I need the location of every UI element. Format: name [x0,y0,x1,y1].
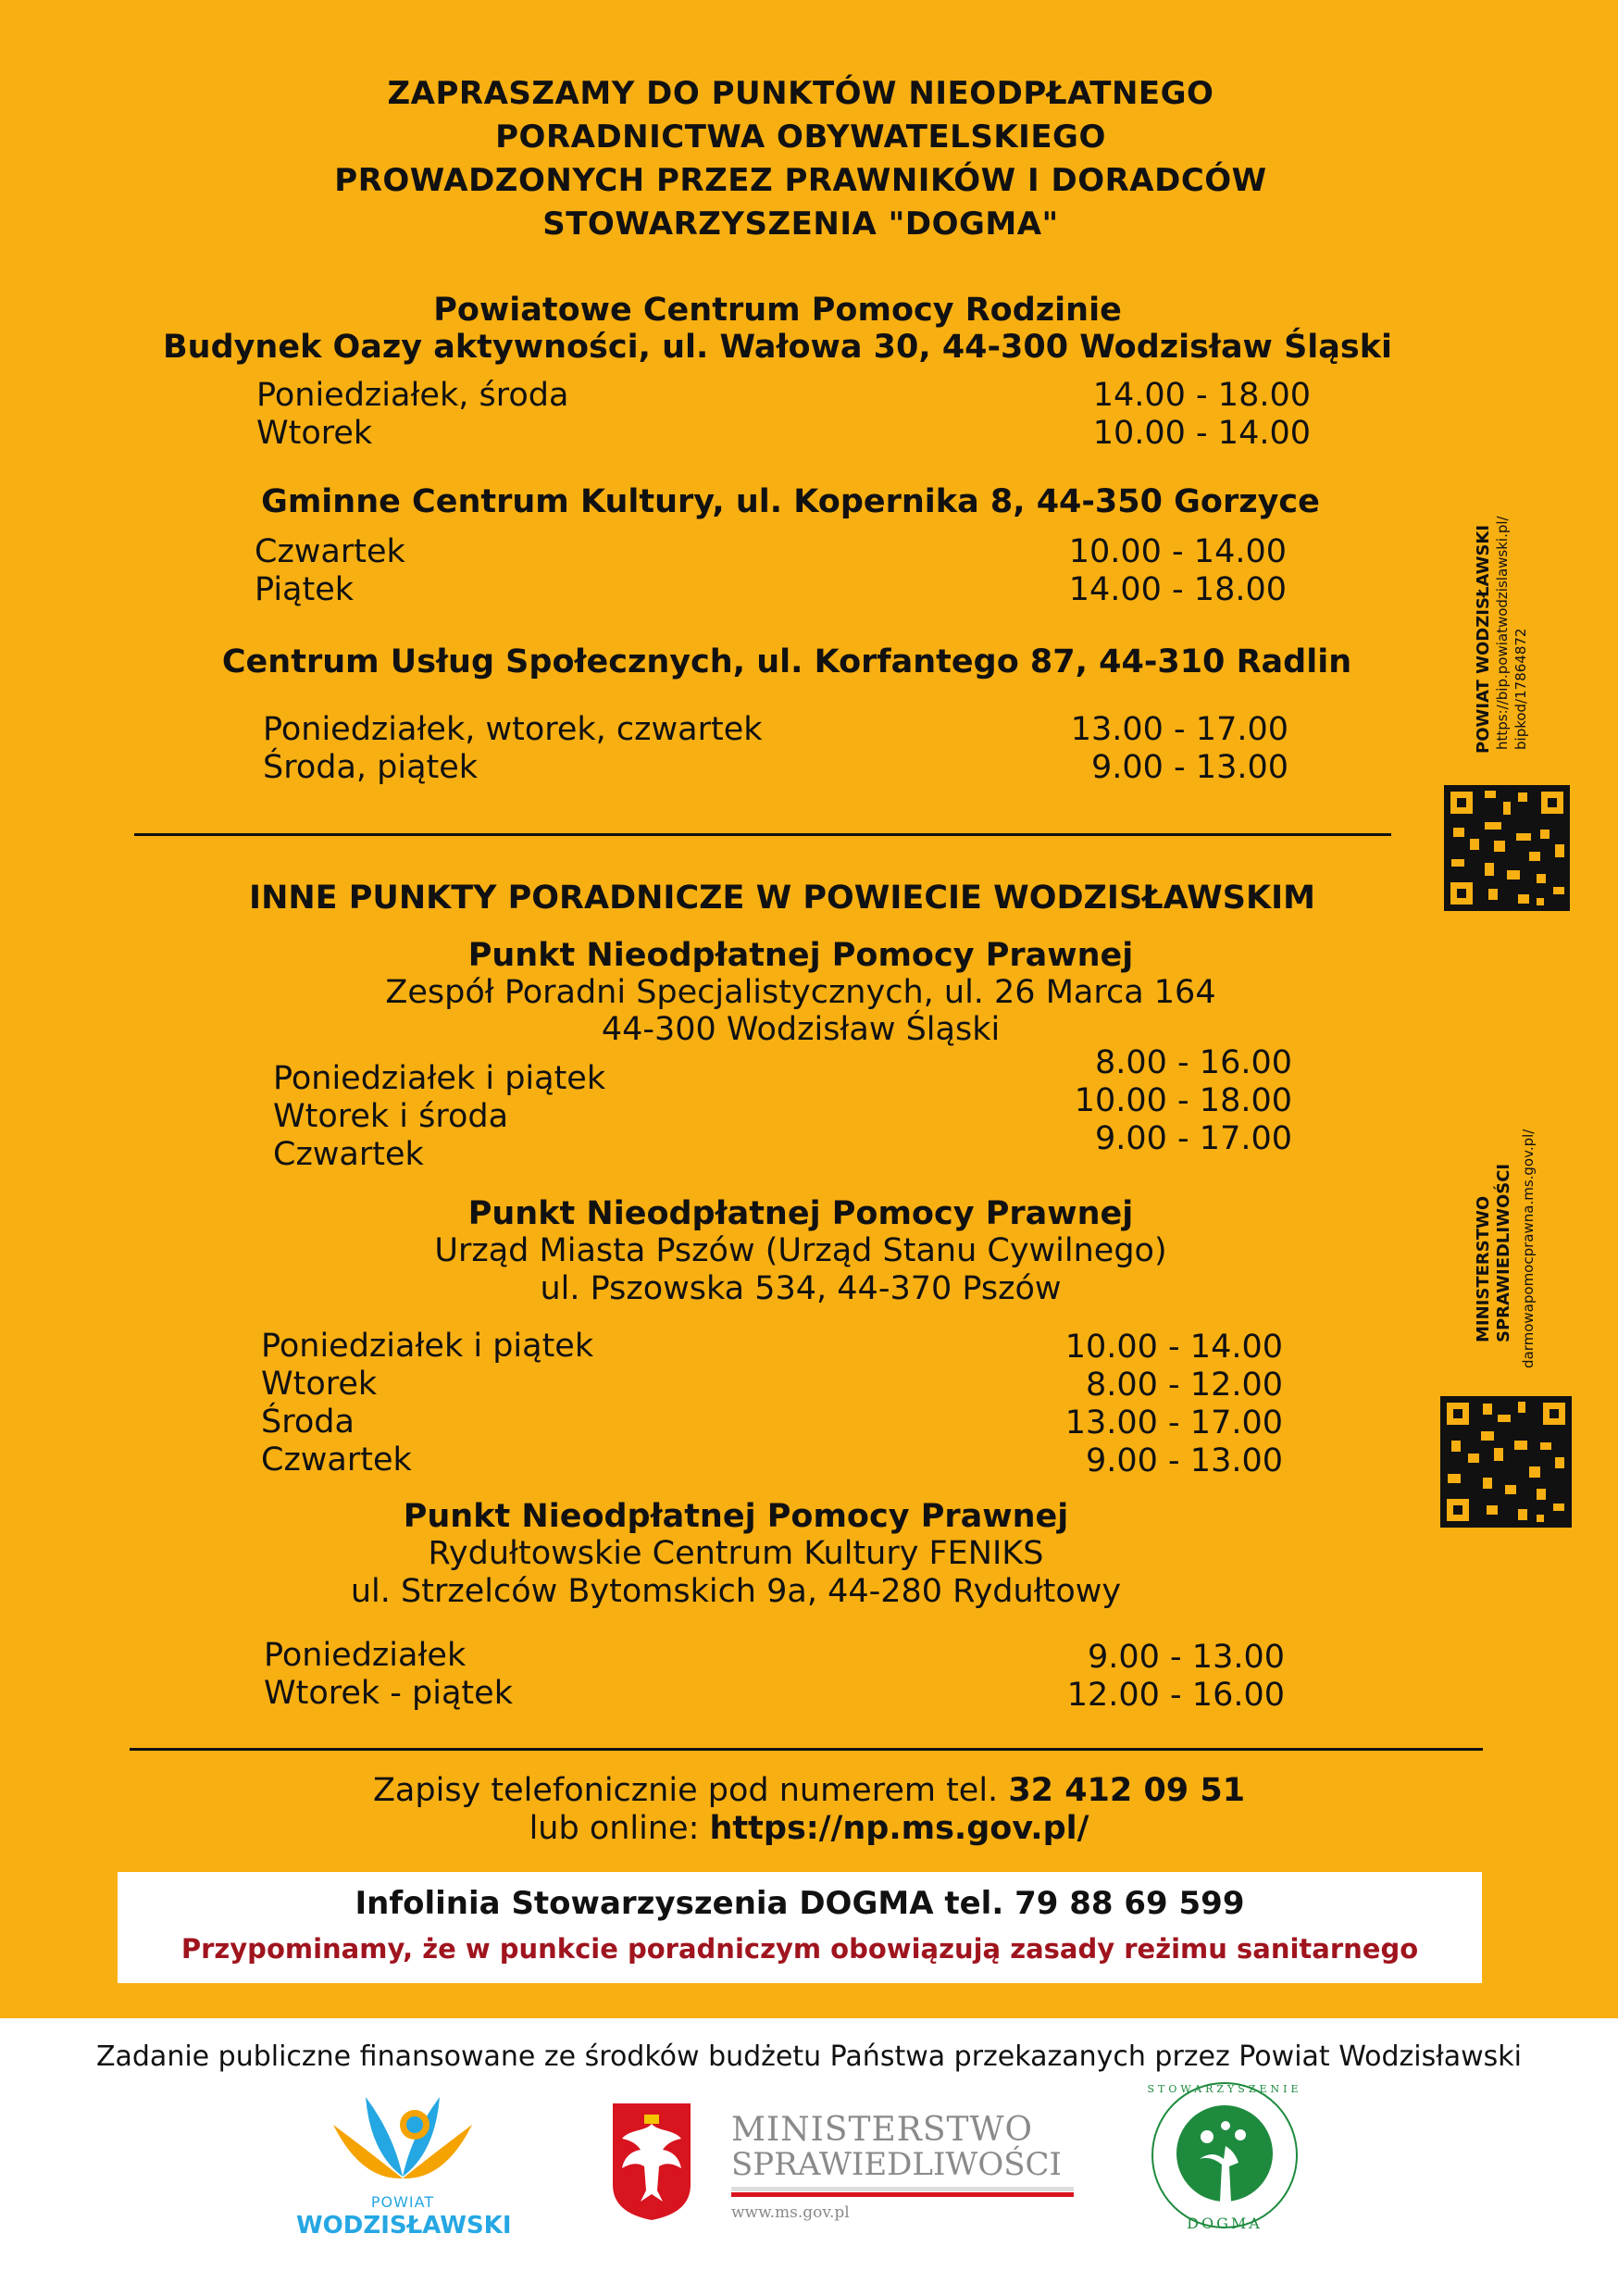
info-box [118,1872,1482,1983]
dogma-name: DOGMA [1187,2215,1263,2232]
ms-vertical-url[interactable]: darmowapomocprawna.ms.gov.pl/ [1520,1129,1537,1368]
hours-value: 8.00 - 16.00 [1094,1044,1292,1081]
online-prefix: lub online: [529,1810,710,1847]
day-label: Środa, piątek [263,749,479,786]
ministry-logo-url: www.ms.gov.pl [731,2203,850,2222]
point-3-line1: Rydułtowskie Centrum Kultury FENIKS [428,1535,1044,1572]
hours-value: 10.00 - 14.00 [1092,415,1311,452]
ministry-logo [609,2102,1090,2231]
point-2-line1: Urząd Miasta Pszów (Urząd Stanu Cywilnego) [434,1232,1167,1269]
powiat-vertical-url-1[interactable]: https://bip.powiatwodzislawski.pl/ [1494,516,1511,750]
hours-value: 10.00 - 14.00 [1064,1329,1283,1366]
section-heading: INNE PUNKTY PORADNICZE W POWIECIE WODZISŁAWSKIM [249,880,1315,917]
location-2-name: Gminne Centrum Kultury, ul. Kopernika 8, 44-350 Gorzyce [261,483,1320,520]
day-label: Wtorek [256,415,373,452]
day-label: Czwartek [273,1136,424,1173]
title-line-2: PORADNICTWA OBYWATELSKIEGO [495,119,1106,156]
point-2-name: Punkt Nieodpłatnej Pomocy Prawnej [467,1195,1134,1232]
point-3-days [264,1637,912,1713]
point-3-name: Punkt Nieodpłatnej Pomocy Prawnej [403,1498,1069,1535]
day-label: Czwartek [261,1441,412,1479]
hours-value: 9.00 - 17.00 [1094,1120,1292,1157]
hours-value: 14.00 - 18.00 [1068,571,1287,608]
powiat-vertical-title: POWIAT WODZISŁAWSKI [1474,524,1493,754]
hours-value: 14.00 - 18.00 [1092,377,1311,414]
title-line-1: ZAPRASZAMY DO PUNKTÓW NIEODPŁATNEGO [387,75,1214,112]
funding-note: Zadanie publiczne finansowane ze środków budżetu Państwa przekazanych przez Powiat Wodzisławski [95,2040,1523,2073]
day-label: Poniedziałek i piątek [261,1328,594,1365]
hours-value: 9.00 - 13.00 [1090,749,1288,786]
page-title [167,72,1435,246]
divider [134,833,1391,836]
point-1-line1: Zespół Poradni Specjalistycznych, ul. 26 Marca 164 [385,974,1216,1011]
powiat-logo-line-1: POWIAT [370,2193,435,2211]
point-1-name: Punkt Nieodpłatnej Pomocy Prawnej [467,937,1134,974]
day-label: Wtorek i środa [273,1098,509,1135]
title-line-4: STOWARZYSZENIA "DOGMA" [542,206,1059,243]
day-label: Wtorek - piątek [264,1675,513,1712]
reminder: Przypominamy, że w punkcie poradniczym obowiązują zasady reżimu sanitarnego [180,1933,1419,1965]
powiat-logo-icon [296,2088,509,2190]
location-1-hours [1018,377,1311,453]
phone-prefix: Zapisy telefonicznie pod numerem tel. [372,1772,1009,1809]
powiat-qr-icon[interactable] [1444,785,1570,911]
location-2-hours [994,533,1287,609]
powiat-logo-line-2: WODZISŁAWSKI [296,2212,512,2240]
hours-value: 10.00 - 18.00 [1074,1082,1292,1119]
infolinia: Infolinia Stowarzyszenia DOGMA tel. 79 88 69 599 [355,1885,1245,1922]
day-label: Poniedziałek, środa [256,377,569,414]
dogma-logo [1146,2081,1303,2248]
location-1-name: Powiatowe Centrum Pomocy Rodzinie [433,292,1122,329]
hours-value: 13.00 - 17.00 [1064,1404,1283,1441]
ministry-logo-stripe-red [731,2192,1074,2197]
location-3-days [263,711,1003,787]
ministry-logo-line-1: MINISTERSTWO [731,2111,1034,2149]
online-line [130,1810,1488,1848]
day-label: Piątek [255,571,355,608]
hours-value: 13.00 - 17.00 [1070,711,1288,748]
ms-vertical-title-1: MINISTERSTWO [1474,1195,1493,1342]
powiat-logo [296,2088,512,2240]
title-line-3: PROWADZONYCH PRZEZ PRAWNIKÓW I DORADCÓW [334,162,1267,199]
day-label: Wtorek [261,1366,378,1403]
location-3-name: Centrum Usług Społecznych, ul. Korfantego 87, 44-310 Radlin [221,643,1352,680]
location-3-hours [994,711,1288,787]
ms-qr-icon[interactable] [1440,1396,1572,1528]
point-3-hours [992,1639,1285,1715]
eagle-emblem-icon [609,2102,694,2222]
point-1-hours [1000,1044,1292,1158]
powiat-vertical-url-2[interactable]: bipkod/17864872 [1512,628,1529,750]
ministry-logo-stripe-white [731,2187,1074,2191]
day-label: Czwartek [255,533,405,570]
point-1-line2: 44-300 Wodzisław Śląski [601,1011,1001,1048]
point-1-days [273,1060,921,1174]
day-label: Środa [261,1404,355,1441]
day-label: Poniedziałek, wtorek, czwartek [263,711,763,748]
point-2-days [261,1328,909,1479]
location-2-days [255,533,902,609]
divider [130,1748,1483,1751]
online-url: https://np.ms.gov.pl/ [709,1810,1089,1847]
phone-line [130,1772,1488,1810]
point-2-line2: ul. Pszowska 534, 44-370 Pszów [540,1270,1062,1307]
hours-value: 9.00 - 13.00 [1085,1442,1283,1479]
day-label: Poniedziałek i piątek [273,1060,606,1097]
point-3-line2: ul. Strzelców Bytomskich 9a, 44-280 Rydułtowy [350,1573,1122,1610]
hours-value: 12.00 - 16.00 [1066,1677,1285,1714]
ministry-logo-line-2: SPRAWIEDLIWOŚCI [731,2146,1062,2183]
dogma-ring-text: STOWARZYSZENIE [1147,2083,1302,2095]
day-label: Poniedziałek [264,1637,467,1674]
ms-vertical-title-2: SPRAWIEDLIWOŚCI [1494,1163,1513,1342]
hours-value: 10.00 - 14.00 [1068,533,1287,570]
location-1-address: Budynek Oazy aktywności, ul. Wałowa 30, 44-300 Wodzisław Śląski [162,329,1393,366]
location-1-days [256,377,904,453]
phone-number: 32 412 09 51 [1008,1772,1246,1809]
hours-value: 8.00 - 12.00 [1085,1366,1283,1404]
hours-value: 9.00 - 13.00 [1087,1639,1285,1676]
point-2-hours [990,1329,1283,1480]
